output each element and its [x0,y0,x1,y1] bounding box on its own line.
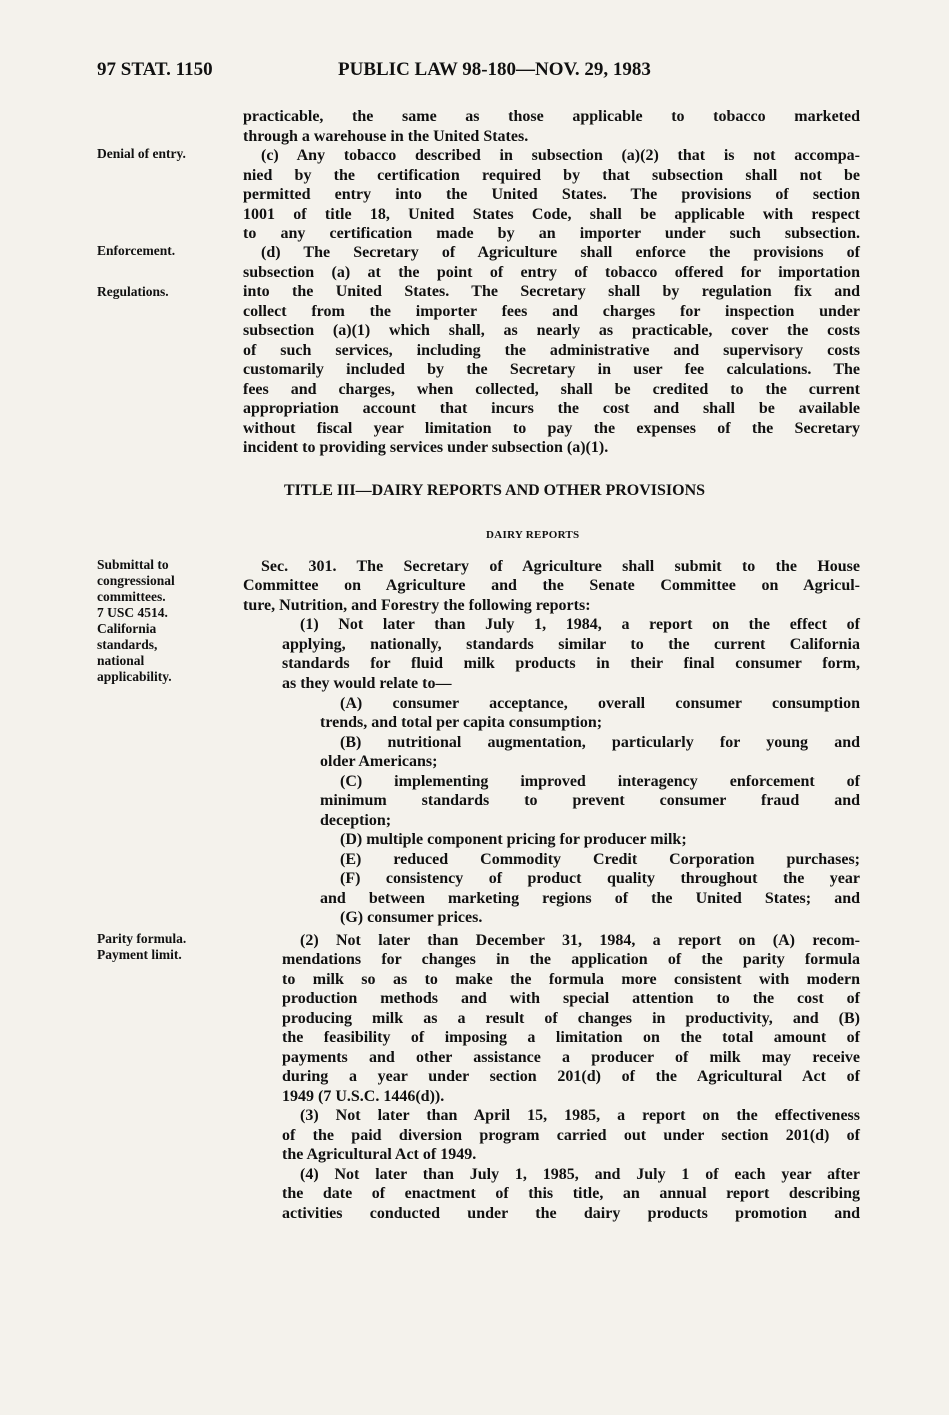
text-line: activities conducted under the dairy products promotion and [282,1205,860,1222]
text-line: (B) nutritional augmentation, particularly for young and [340,734,860,751]
text-line: payments and other assistance a producer of milk may receive [282,1049,860,1066]
section-subheading: DAIRY REPORTS [486,529,580,541]
text-line: 1001 of title 18, United States Code, shall be applicable with respect [243,206,860,223]
text-line: mendations for changes in the application of the parity formula [282,951,860,968]
text-line: (4) Not later than July 1, 1985, and July 1 of each year after [300,1166,860,1183]
text-line: without fiscal year limitation to pay the expenses of the Secretary [243,420,860,437]
text-line: permitted entry into the United States. The provisions of section [243,186,860,203]
text-line: customarily included by the Secretary in user fee calculations. The [243,361,860,378]
text-line: subsection (a) at the point of entry of tobacco offered for importation [243,264,860,281]
text-line: trends, and total per capita consumption; [320,714,603,731]
text-line: as they would relate to— [282,675,452,692]
text-line: Committee on Agriculture and the Senate Committee on Agricul- [243,577,860,594]
page-number: 97 STAT. 1150 [97,59,213,80]
text-line: deception; [320,812,392,829]
text-line: during a year under section 201(d) of the Agricultural Act of [282,1068,860,1085]
text-line: (c) Any tobacco described in subsection (a)(2) that is not accompa- [261,147,860,164]
text-line: (d) The Secretary of Agriculture shall enforce the provisions of [261,244,860,261]
text-line: producing milk as a result of changes in productivity, and (B) [282,1010,860,1027]
margin-note-submittal: Submittal to congressional committees. 7 USC 4514. California standards, national applicability. [97,557,175,684]
text-line: (C) implementing improved interagency enforcement of [340,773,860,790]
text-line: 1949 (7 U.S.C. 1446(d)). [282,1088,445,1105]
text-line: (A) consumer acceptance, overall consumer consumption [340,695,860,712]
title-heading: TITLE III—DAIRY REPORTS AND OTHER PROVISIONS [284,482,706,499]
text-line: practicable, the same as those applicable to tobacco marketed [243,108,860,125]
text-line: of the paid diversion program carried out under section 201(d) of [282,1127,860,1144]
text-line: minimum standards to prevent consumer fraud and [320,792,860,809]
text-line: (G) consumer prices. [340,909,483,926]
margin-note-parity: Parity formula. Payment limit. [97,931,187,962]
text-line: standards for fluid milk products in their final consumer form, [282,655,860,672]
text-line: production methods and with special attention to the cost of [282,990,860,1007]
text-line: through a warehouse in the United States. [243,128,529,145]
text-line: appropriation account that incurs the cost and shall be available [243,400,860,417]
text-line: ture, Nutrition, and Forestry the following reports: [243,597,591,614]
text-line: (2) Not later than December 31, 1984, a report on (A) recom- [300,932,860,949]
text-line: into the United States. The Secretary shall by regulation fix and [243,283,860,300]
text-line: (E) reduced Commodity Credit Corporation purchases; [340,851,860,868]
text-line: of such services, including the administrative and supervisory costs [243,342,860,359]
text-line: subsection (a)(1) which shall, as nearly as practicable, cover the costs [243,322,860,339]
text-line: the Agricultural Act of 1949. [282,1146,477,1163]
margin-note-regulations: Regulations. [97,284,169,299]
text-line: older Americans; [320,753,438,770]
running-header: PUBLIC LAW 98-180—NOV. 29, 1983 [338,59,651,80]
text-line: and between marketing regions of the United States; and [320,890,860,907]
text-line: the date of enactment of this title, an annual report describing [282,1185,860,1202]
text-line: fees and charges, when collected, shall be credited to the current [243,381,860,398]
text-line: nied by the certification required by that subsection shall not be [243,167,860,184]
text-line: incident to providing services under subsection (a)(1). [243,439,609,456]
margin-note-enforcement: Enforcement. [97,243,176,258]
text-line: (1) Not later than July 1, 1984, a report on the effect of [300,616,860,633]
margin-note-denial: Denial of entry. [97,146,186,161]
text-line: to any certification made by an importer under such subsection. [243,225,860,242]
text-line: (D) multiple component pricing for producer milk; [340,831,687,848]
text-line: to milk so as to make the formula more consistent with modern [282,971,860,988]
text-line: the feasibility of imposing a limitation on the total amount of [282,1029,860,1046]
text-line: collect from the importer fees and charges for inspection under [243,303,860,320]
text-line: (F) consistency of product quality throughout the year [340,870,860,887]
text-line: Sec. 301. The Secretary of Agriculture shall submit to the House [261,558,860,575]
text-line: applying, nationally, standards similar to the current California [282,636,860,653]
text-line: (3) Not later than April 15, 1985, a report on the effectiveness [300,1107,860,1124]
